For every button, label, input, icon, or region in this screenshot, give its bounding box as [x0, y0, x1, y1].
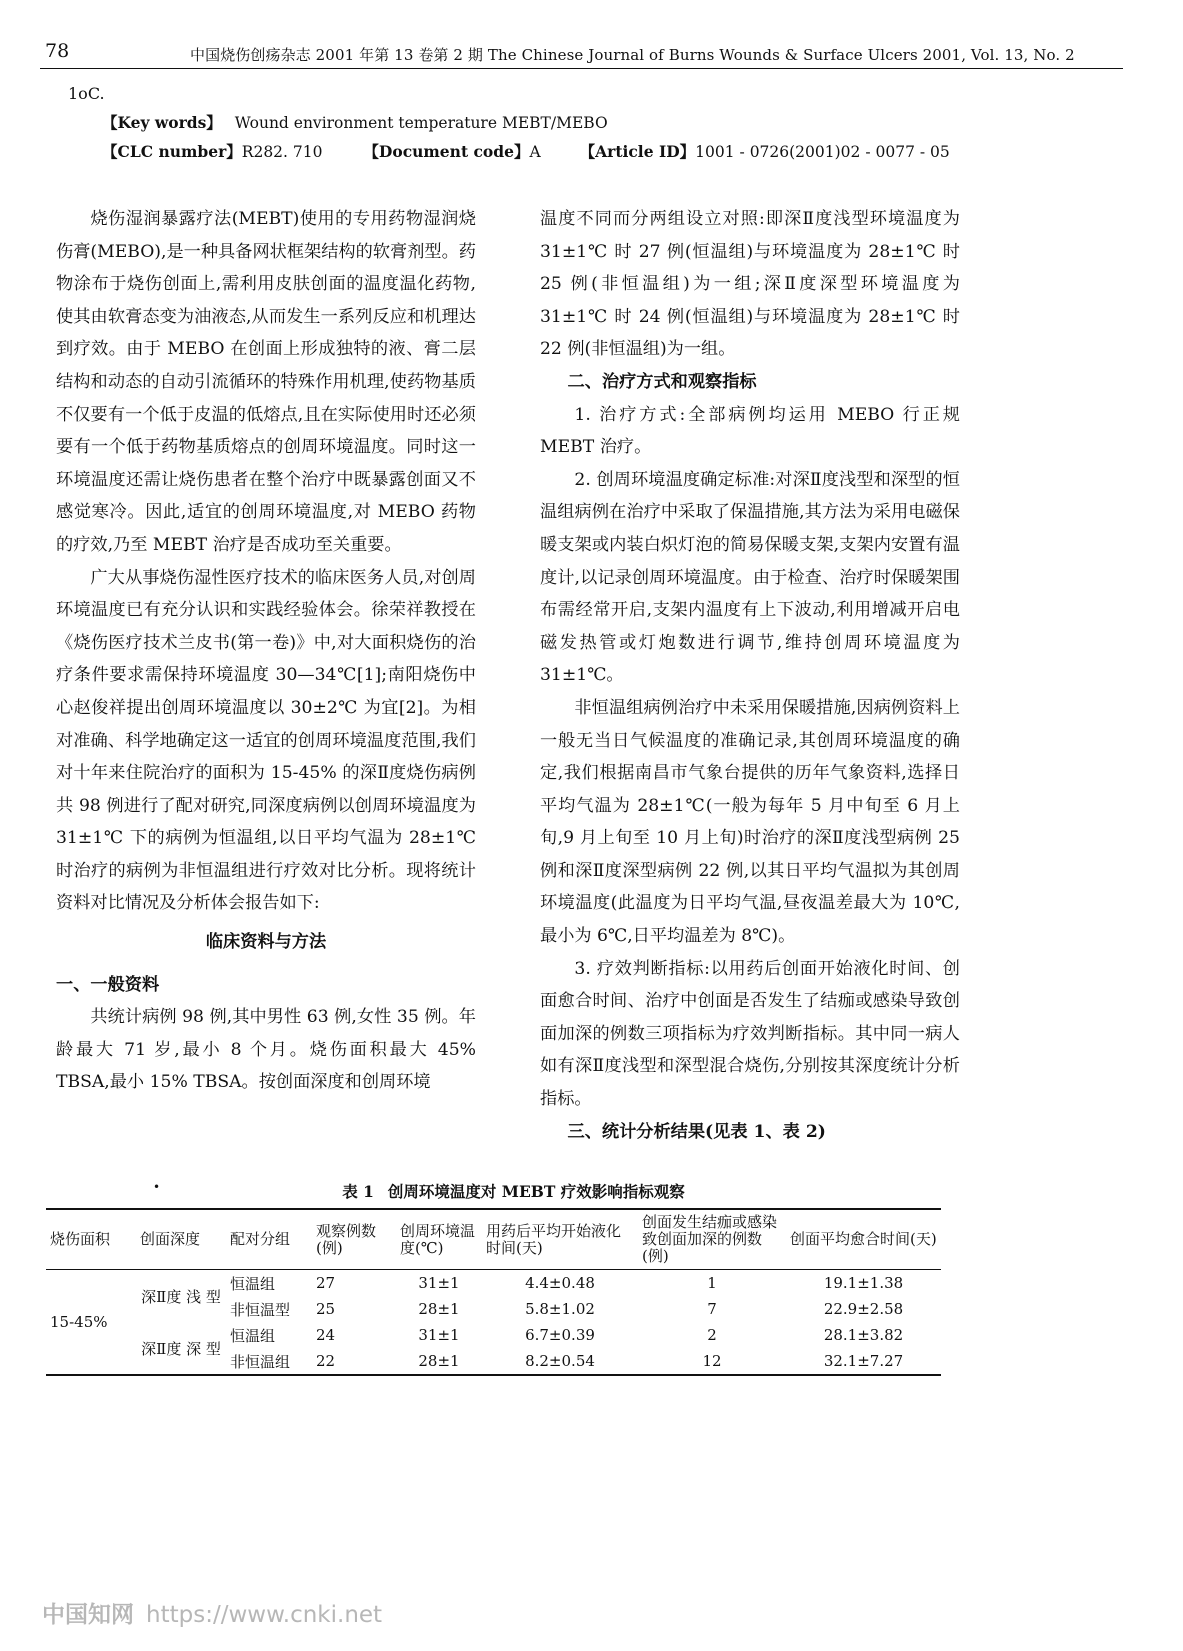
results-table — [46, 1208, 941, 1376]
classification-line — [102, 140, 950, 162]
cnki-url: https://www.cnki.net — [146, 1602, 383, 1628]
cell-cases: 22 — [316, 1352, 336, 1370]
header-liquefaction-time: 用药后平均开始液化时间(天) — [486, 1221, 622, 1257]
cell-temp: 31±1 — [418, 1326, 460, 1344]
running-header: 中国烧伤创疡杂志 2001 年第 13 卷第 2 期 The Chinese Journal of Burns Wounds & Surface Ulcers 2001, Vol. 13, No. 2 — [190, 46, 1075, 64]
clc-value: R282. 710 — [241, 143, 323, 161]
cell-cases: 27 — [316, 1274, 336, 1292]
right-column — [540, 203, 960, 1148]
header-wound-depth: 创面深度 — [140, 1230, 201, 1248]
treatment-method-paragraph: 1. 治疗方式:全部病例均运用 MEBO 行正规 MEBT 治疗。 — [540, 404, 960, 458]
page-number: 78 — [45, 40, 70, 62]
cell-group: 非恒温型 — [230, 1300, 291, 1319]
cnki-watermark — [42, 1596, 382, 1629]
section-title: 临床资料与方法 — [205, 932, 327, 953]
table-1 — [46, 1180, 941, 1376]
efficacy-criteria-paragraph: 3. 疗效判断指标:以用药后创面开始液化时间、创面愈合时间、治疗中创面是否发生了结痂或感染导致创面加深的例数三项指标为疗效判断指标。其中同一病人如有深Ⅱ度浅型和深型混合烧伤,分别按其深度统计分析指标。 — [540, 958, 960, 1110]
table-header-row — [46, 1209, 941, 1270]
cell-healing: 32.1±7.27 — [823, 1352, 904, 1370]
cell-healing: 28.1±3.82 — [823, 1326, 904, 1344]
table-number: 表 1 — [342, 1182, 374, 1201]
cell-area: 15-45% — [50, 1313, 108, 1331]
cell-group: 恒温组 — [230, 1326, 276, 1345]
cell-deepening: 2 — [707, 1326, 717, 1344]
non-constant-group-paragraph: 非恒温组病例治疗中未采用保暖措施,因病例资料上一般无当日气候温度的准确记录,其创周环境温度的确定,我们根据南昌市气象台提供的历年气象资料,选择日平均气温为 28±1℃(一般为每年 5 月中旬至 6 月上旬,9 月上旬至 10 月上旬)时治疗的深Ⅱ度浅型病例 25 例和深Ⅱ度深型病例 22 例,以其日平均气温拟为其创周环境温度(此温度为日平均气温,昼夜温差最大为 10℃,最小为 6℃,日平均温差为 8℃)。 — [540, 697, 960, 947]
cell-depth-deep: 深Ⅱ度 深 型 — [141, 1339, 221, 1358]
cell-depth-shallow: 深Ⅱ度 浅 型 — [141, 1287, 221, 1306]
cell-cases: 24 — [316, 1326, 336, 1344]
clc-label: 【CLC number】 — [102, 142, 242, 161]
cell-deepening: 12 — [702, 1352, 722, 1370]
keywords-line — [102, 111, 608, 133]
article-id-value: 1001 - 0726(2001)02 - 0077 - 05 — [695, 143, 950, 161]
header-deepening-cases: 创面发生结痂或感染致创面加深的例数(例) — [642, 1213, 778, 1265]
table-caption — [46, 1180, 941, 1202]
header-case-count: 观察例数(例) — [316, 1221, 377, 1257]
cell-temp: 28±1 — [418, 1352, 460, 1370]
cnki-brand: 中国知网 — [42, 1602, 134, 1628]
cell-liquefaction: 8.2±0.54 — [525, 1352, 595, 1370]
stray-dot: • — [153, 1180, 161, 1194]
abstract-tail: 1oC. — [68, 84, 105, 103]
cell-healing: 19.1±1.38 — [823, 1274, 904, 1292]
cell-liquefaction: 6.7±0.39 — [525, 1326, 595, 1344]
keywords-value: Wound environment temperature MEBT/MEBO — [234, 114, 608, 132]
header-env-temp: 创周环境温度(℃) — [400, 1221, 476, 1257]
intro-paragraph-1: 烧伤湿润暴露疗法(MEBT)使用的专用药物湿润烧伤膏(MEBO),是一种具备网状框架结构的软膏剂型。药物涂布于烧伤创面上,需利用皮肤创面的温度温化药物,使其由软膏态变为油液态,从而发生一系列反应和机理达到疗效。由于 MEBO 在创面上形成独特的液、膏二层结构和动态的自动引流循环的特殊作用机理,使药物基质不仅要有一个低于皮温的低熔点,且在实际使用时还必须要有一个低于药物基质熔点的创周环境温度。同时这一环境温度还需让烧伤患者在整个治疗中既暴露创面又不感觉寒冷。因此,适宜的创周环境温度,对 MEBO 药物的疗效,乃至 MEBT 治疗是否成功至关重要。 — [56, 209, 476, 555]
cell-group: 恒温组 — [230, 1274, 276, 1293]
cell-temp: 31±1 — [418, 1274, 460, 1292]
header-rule — [40, 68, 1123, 69]
keywords-label: 【Key words】 — [102, 113, 222, 132]
doc-code-label: 【Document code】 — [363, 142, 530, 161]
cell-liquefaction: 4.4±0.48 — [525, 1274, 595, 1292]
doc-code-value: A — [529, 143, 541, 161]
header-group: 配对分组 — [230, 1230, 291, 1248]
intro-paragraph-2: 广大从事烧伤湿性医疗技术的临床医务人员,对创周环境温度已有充分认识和实践经验体会。徐荣祥教授在《烧伤医疗技术兰皮书(第一卷)》中,对大面积烧伤的治疗条件要求需保持环境温度 30—34℃[1];南阳烧伤中心赵俊祥提出创周环境温度以 30±2℃ 为宜[2]。为相对准确、科学地确定这一适宜的创周环境温度范围,我们对十年来住院治疗的面积为 15-45% 的深Ⅱ度烧伤病例共 98 例进行了配对研究,同深度病例以创周环境温度为 31±1℃ 下的病例为恒温组,以日平均气温为 28±1℃ 时治疗的病例为非恒温组进行疗效对比分析。现将统计资料对比情况及分析体会报告如下: — [56, 567, 476, 914]
table-row — [46, 1322, 941, 1348]
header-healing-time: 创面平均愈合时间(天) — [790, 1230, 937, 1248]
header-burn-area: 烧伤面积 — [50, 1230, 111, 1248]
general-data-paragraph: 共统计病例 98 例,其中男性 63 例,女性 35 例。年龄最大 71 岁,最小 8 个月。烧伤面积最大 45% TBSA,最小 15% TBSA。按创面深度和创周环境 — [56, 1007, 476, 1093]
cell-cases: 25 — [316, 1300, 336, 1318]
cell-deepening: 7 — [707, 1300, 717, 1318]
cell-liquefaction: 5.8±1.02 — [525, 1300, 595, 1318]
left-column — [56, 203, 476, 1099]
subsection-general-data: 一、一般资料 — [56, 974, 160, 995]
subsection-treatment: 二、治疗方式和观察指标 — [567, 371, 757, 392]
table-title: 创周环境温度对 MEBT 疗效影响指标观察 — [387, 1182, 685, 1201]
subsection-statistics: 三、统计分析结果(见表 1、表 2) — [567, 1121, 826, 1142]
temperature-standard-paragraph: 2. 创周环境温度确定标准:对深Ⅱ度浅型和深型的恒温组病例在治疗中采取了保温措施,其方法为采用电磁保暖支架或内装白炽灯泡的简易保暖支架,支架内安置有温度计,以记录创周环境温度。由于检查、治疗时保暖架围布需经常开启,支架内温度有上下波动,利用增减开启电磁发热管或灯炮数进行调节,维持创周环境温度为 31±1℃。 — [540, 469, 960, 686]
cell-temp: 28±1 — [418, 1300, 460, 1318]
grouping-paragraph: 温度不同而分两组设立对照:即深Ⅱ度浅型环境温度为 31±1℃ 时 27 例(恒温组)与环境温度为 28±1℃ 时 25 例(非恒温组)为一组;深Ⅱ度深型环境温度为 31±1℃ 时 24 例(恒温组)与环境温度为 28±1℃ 时 22 例(非恒温组)为一组。 — [540, 209, 960, 360]
article-id-label: 【Article ID】 — [579, 142, 696, 161]
cell-healing: 22.9±2.58 — [823, 1300, 904, 1318]
table-row — [46, 1270, 941, 1297]
cell-group: 非恒温组 — [230, 1352, 291, 1371]
cell-deepening: 1 — [707, 1274, 717, 1292]
